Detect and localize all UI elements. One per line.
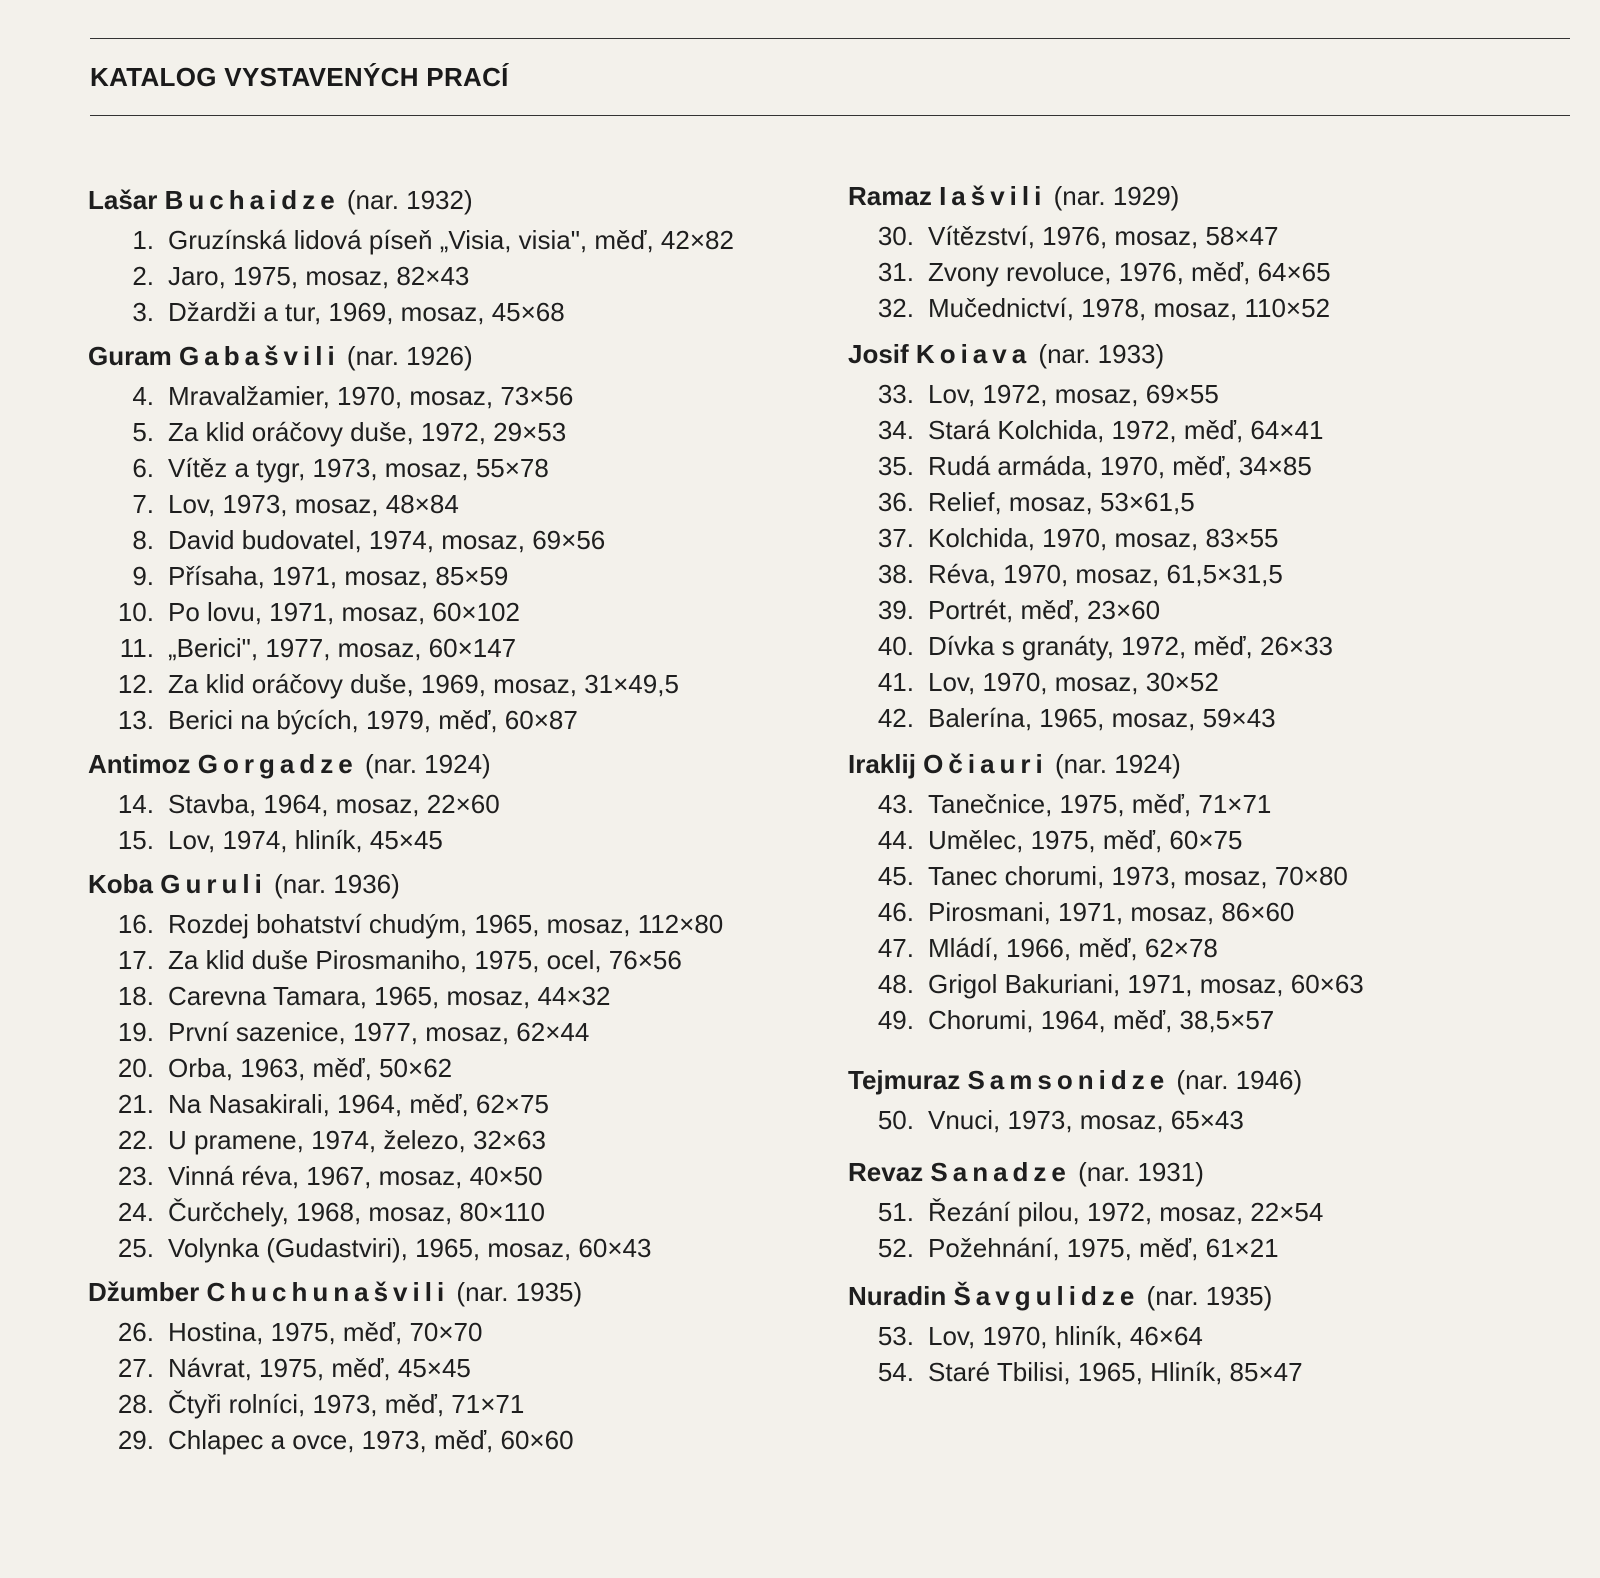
catalog-entry — [848, 1318, 1568, 1354]
artist-group — [848, 746, 1568, 1038]
entry-number — [848, 556, 914, 592]
artist-birth-year: (nar. 1926) — [346, 341, 473, 371]
entry-text: Vinná réva, 1967, mosaz, 40×50 — [168, 1161, 543, 1191]
catalog-entry — [848, 628, 1568, 664]
catalog-entry — [88, 222, 788, 258]
entry-number-text: 10. — [117, 597, 154, 627]
catalog-entry — [848, 894, 1568, 930]
entry-number-text: 26. — [117, 1317, 154, 1347]
artist-heading — [88, 866, 788, 902]
entry-text: Rudá armáda, 1970, měď, 34×85 — [928, 451, 1312, 481]
entry-number-text: 17. — [117, 945, 154, 975]
catalog-entry — [88, 294, 788, 330]
artist-heading — [848, 178, 1568, 214]
entry-text: Mravalžamier, 1970, mosaz, 73×56 — [168, 381, 574, 411]
entry-text: Na Nasakirali, 1964, měď, 62×75 — [168, 1089, 549, 1119]
catalog-entry — [848, 1002, 1568, 1038]
entry-text: Za klid oráčovy duše, 1969, mosaz, 31×49,5 — [168, 669, 679, 699]
entry-text: Grigol Bakuriani, 1971, mosaz, 60×63 — [928, 969, 1364, 999]
entry-text: Carevna Tamara, 1965, mosaz, 44×32 — [168, 981, 611, 1011]
catalog-entry — [88, 942, 788, 978]
entry-number — [88, 1086, 154, 1122]
catalog-entry — [88, 906, 788, 942]
catalog-entry — [848, 664, 1568, 700]
entry-number-text: 14. — [117, 789, 154, 819]
artist-group — [88, 746, 788, 858]
entry-number — [88, 450, 154, 486]
catalog-entry — [88, 522, 788, 558]
catalog-entry — [848, 254, 1568, 290]
catalog-entry — [88, 558, 788, 594]
artist-heading — [88, 746, 788, 782]
artist-given-name: Iraklij — [848, 749, 916, 779]
entry-number-text: 51. — [877, 1197, 914, 1227]
catalog-entry — [88, 1194, 788, 1230]
entry-number-text: 25. — [117, 1233, 154, 1263]
entry-text: Balerína, 1965, mosaz, 59×43 — [928, 703, 1276, 733]
entry-text: Pirosmani, 1971, mosaz, 86×60 — [928, 897, 1295, 927]
catalog-entry — [88, 1050, 788, 1086]
entry-number-text: 40. — [877, 631, 914, 661]
entry-number — [848, 664, 914, 700]
artist-group — [848, 336, 1568, 736]
entry-text: Za klid oráčovy duše, 1972, 29×53 — [168, 417, 567, 447]
artist-given-name: Antimoz — [88, 749, 191, 779]
entry-number-text: 16. — [117, 909, 154, 939]
catalog-entry — [848, 822, 1568, 858]
artist-heading — [848, 1154, 1568, 1190]
entry-number-text: 52. — [877, 1233, 914, 1263]
entry-number-text: 36. — [877, 487, 914, 517]
catalog-entry — [88, 666, 788, 702]
entry-text: Dívka s granáty, 1972, měď, 26×33 — [928, 631, 1334, 661]
entry-number — [88, 1122, 154, 1158]
entry-number — [88, 1014, 154, 1050]
entry-number-text: 28. — [117, 1389, 154, 1419]
entry-text: Tanečnice, 1975, měď, 71×71 — [928, 789, 1272, 819]
artist-group — [88, 182, 788, 330]
artist-heading — [848, 1062, 1568, 1098]
entry-text: Hostina, 1975, měď, 70×70 — [168, 1317, 483, 1347]
entry-text: Vítězství, 1976, mosaz, 58×47 — [928, 221, 1279, 251]
artist-surname: Gabašvili — [179, 341, 340, 371]
artist-group — [848, 1278, 1568, 1390]
entry-number — [848, 930, 914, 966]
entry-number-text: 9. — [132, 561, 154, 591]
artist-given-name: Tejmuraz — [848, 1065, 961, 1095]
entry-text: Přísaha, 1971, mosaz, 85×59 — [168, 561, 509, 591]
entry-number-text: 1. — [132, 225, 154, 255]
entry-number-text: 32. — [877, 293, 914, 323]
entry-number-text: 5. — [132, 417, 154, 447]
entry-number — [848, 1194, 914, 1230]
entry-number — [88, 1230, 154, 1266]
artist-birth-year: (nar. 1932) — [346, 185, 473, 215]
entry-text: Kolchida, 1970, mosaz, 83×55 — [928, 523, 1279, 553]
catalog-entry — [88, 630, 788, 666]
catalog-entry — [848, 930, 1568, 966]
entry-number-text: 50. — [877, 1105, 914, 1135]
entry-number — [848, 376, 914, 412]
entry-number — [88, 1422, 154, 1458]
artist-birth-year: (nar. 1929) — [1053, 181, 1180, 211]
catalog-entry — [848, 520, 1568, 556]
entry-number — [848, 966, 914, 1002]
catalog-entry — [88, 1350, 788, 1386]
catalog-entry — [88, 1158, 788, 1194]
entry-number-text: 37. — [877, 523, 914, 553]
entry-number-text: 29. — [117, 1425, 154, 1455]
entry-number-text: 12. — [117, 669, 154, 699]
entry-text: Návrat, 1975, měď, 45×45 — [168, 1353, 471, 1383]
artist-surname: Očiauri — [923, 749, 1048, 779]
entry-text: Lov, 1974, hliník, 45×45 — [168, 825, 443, 855]
artist-given-name: Guram — [88, 341, 172, 371]
artist-surname: Buchaidze — [164, 185, 340, 215]
entry-number-text: 22. — [117, 1125, 154, 1155]
entry-number-text: 7. — [132, 489, 154, 519]
artist-group — [848, 178, 1568, 326]
catalog-entry — [88, 978, 788, 1014]
entry-number — [848, 592, 914, 628]
artist-birth-year: (nar. 1935) — [456, 1277, 583, 1307]
entry-text: Jaro, 1975, mosaz, 82×43 — [168, 261, 470, 291]
entry-number — [848, 290, 914, 326]
catalog-entry — [88, 378, 788, 414]
entry-number-text: 2. — [132, 261, 154, 291]
catalog-entry — [88, 1230, 788, 1266]
entry-number — [848, 858, 914, 894]
entry-text: Lov, 1973, mosaz, 48×84 — [168, 489, 459, 519]
artist-birth-year: (nar. 1933) — [1038, 339, 1165, 369]
entry-number — [848, 1102, 914, 1138]
entry-number-text: 41. — [877, 667, 914, 697]
entry-text: Tanec chorumi, 1973, mosaz, 70×80 — [928, 861, 1348, 891]
entry-number — [848, 822, 914, 858]
entry-number-text: 21. — [117, 1089, 154, 1119]
entry-number — [88, 594, 154, 630]
entry-text: Lov, 1970, hliník, 46×64 — [928, 1321, 1203, 1351]
entry-number — [88, 258, 154, 294]
catalog-entry — [848, 786, 1568, 822]
catalog-entry — [848, 1194, 1568, 1230]
entry-text: Chorumi, 1964, měď, 38,5×57 — [928, 1005, 1275, 1035]
artist-heading — [88, 182, 788, 218]
left-column — [88, 182, 788, 1466]
catalog-entry — [848, 1102, 1568, 1138]
catalog-entry — [848, 592, 1568, 628]
entry-number-text: 6. — [132, 453, 154, 483]
entry-number — [848, 484, 914, 520]
artist-given-name: Ramaz — [848, 181, 932, 211]
entry-number-text: 8. — [132, 525, 154, 555]
artist-birth-year: (nar. 1924) — [364, 749, 491, 779]
artist-heading — [88, 338, 788, 374]
entry-number-text: 27. — [117, 1353, 154, 1383]
artist-group — [848, 1154, 1568, 1266]
entry-number-text: 15. — [117, 825, 154, 855]
artist-surname: Chuchunašvili — [206, 1277, 450, 1307]
catalog-entry — [88, 450, 788, 486]
artist-surname: Šavgulidze — [953, 1281, 1140, 1311]
entry-text: Požehnání, 1975, měď, 61×21 — [928, 1233, 1279, 1263]
artist-given-name: Revaz — [848, 1157, 924, 1187]
entry-text: Gruzínská lidová píseň „Visia, visia", měď, 42×82 — [168, 225, 734, 255]
entry-number — [848, 520, 914, 556]
entry-number-text: 20. — [117, 1053, 154, 1083]
entry-number-text: 23. — [117, 1161, 154, 1191]
entry-number — [848, 700, 914, 736]
entry-number — [88, 942, 154, 978]
entry-number-text: 49. — [877, 1005, 914, 1035]
catalog-entry — [88, 786, 788, 822]
artist-given-name: Josif — [848, 339, 909, 369]
entry-text: Volynka (Gudastviri), 1965, mosaz, 60×43 — [168, 1233, 652, 1263]
entry-text: Džardži a tur, 1969, mosaz, 45×68 — [168, 297, 565, 327]
catalog-entry — [88, 702, 788, 738]
entry-number-text: 24. — [117, 1197, 154, 1227]
catalog-entry — [848, 448, 1568, 484]
entry-number-text: 39. — [877, 595, 914, 625]
entry-text: U pramene, 1974, železo, 32×63 — [168, 1125, 546, 1155]
entry-number-text: 11. — [119, 633, 154, 663]
entry-number — [848, 254, 914, 290]
entry-number-text: 19. — [117, 1017, 154, 1047]
entry-text: Umělec, 1975, měď, 60×75 — [928, 825, 1243, 855]
artist-given-name: Koba — [88, 869, 153, 899]
catalog-entry — [88, 1122, 788, 1158]
entry-number-text: 31. — [877, 257, 914, 287]
entry-number-text: 33. — [877, 379, 914, 409]
entry-text: Za klid duše Pirosmaniho, 1975, ocel, 76×56 — [168, 945, 682, 975]
entry-number — [848, 1318, 914, 1354]
artist-birth-year: (nar. 1931) — [1078, 1157, 1204, 1187]
entry-text: Réva, 1970, mosaz, 61,5×31,5 — [928, 559, 1283, 589]
entry-number — [88, 1194, 154, 1230]
entry-text: Čtyři rolníci, 1973, měď, 71×71 — [168, 1389, 525, 1419]
artist-birth-year: (nar. 1936) — [274, 869, 400, 899]
artist-surname: Gorgadze — [197, 749, 358, 779]
entry-number-text: 38. — [877, 559, 914, 589]
entry-text: Staré Tbilisi, 1965, Hliník, 85×47 — [928, 1357, 1303, 1387]
entry-number-text: 44. — [877, 825, 914, 855]
entry-number — [848, 448, 914, 484]
entry-text: Orba, 1963, měď, 50×62 — [168, 1053, 453, 1083]
bottom-rule — [90, 115, 1570, 116]
catalog-entry — [848, 700, 1568, 736]
entry-number-text: 46. — [877, 897, 914, 927]
entry-text: Chlapec a ovce, 1973, měď, 60×60 — [168, 1425, 574, 1455]
artist-surname: Iašvili — [939, 181, 1047, 211]
entry-number — [88, 414, 154, 450]
catalog-entry — [848, 1230, 1568, 1266]
artist-group — [88, 1274, 788, 1458]
entry-text: Berici na býcích, 1979, měď, 60×87 — [168, 705, 578, 735]
catalog-entry — [88, 594, 788, 630]
entry-number-text: 53. — [877, 1321, 914, 1351]
artist-birth-year: (nar. 1924) — [1055, 749, 1181, 779]
entry-text: Lov, 1972, mosaz, 69×55 — [928, 379, 1219, 409]
artist-group — [88, 338, 788, 738]
entry-number — [88, 1050, 154, 1086]
entry-text: Stará Kolchida, 1972, měď, 64×41 — [928, 415, 1324, 445]
artist-heading — [848, 746, 1568, 782]
entry-number-text: 35. — [877, 451, 914, 481]
entry-number — [88, 630, 154, 666]
entry-text: David budovatel, 1974, mosaz, 69×56 — [168, 525, 606, 555]
artist-birth-year: (nar. 1946) — [1176, 1065, 1303, 1095]
catalog-entry — [848, 858, 1568, 894]
artist-given-name: Džumber — [88, 1277, 200, 1307]
artist-heading — [848, 336, 1568, 372]
artist-surname: Samsonidze — [967, 1065, 1170, 1095]
entry-number — [88, 1314, 154, 1350]
entry-number-text: 54. — [877, 1357, 914, 1387]
entry-number — [88, 222, 154, 258]
entry-text: Řezání pilou, 1972, mosaz, 22×54 — [928, 1197, 1324, 1227]
entry-text: Po lovu, 1971, mosaz, 60×102 — [168, 597, 520, 627]
entry-number — [88, 666, 154, 702]
catalog-entry — [848, 290, 1568, 326]
entry-number-text: 30. — [877, 221, 914, 251]
catalog-entry — [848, 484, 1568, 520]
artist-group — [848, 1062, 1568, 1138]
entry-number-text: 18. — [117, 981, 154, 1011]
entry-text: Vítěz a tygr, 1973, mosaz, 55×78 — [168, 453, 549, 483]
right-column — [848, 182, 1568, 1398]
entry-number — [848, 786, 914, 822]
top-rule — [90, 38, 1570, 39]
entry-number — [88, 1350, 154, 1386]
catalog-entry — [88, 1086, 788, 1122]
entry-number — [88, 822, 154, 858]
catalog-entry — [848, 966, 1568, 1002]
entry-number — [848, 894, 914, 930]
entry-text: Mládí, 1966, měď, 62×78 — [928, 933, 1218, 963]
entry-text: Rozdej bohatství chudým, 1965, mosaz, 112×80 — [168, 909, 724, 939]
artist-surname: Koiava — [915, 339, 1032, 369]
entry-number — [848, 1002, 914, 1038]
entry-number — [848, 1354, 914, 1390]
entry-text: Relief, mosaz, 53×61,5 — [928, 487, 1195, 517]
artist-given-name: Lašar — [88, 185, 158, 215]
entry-text: První sazenice, 1977, mosaz, 62×44 — [168, 1017, 590, 1047]
entry-number-text: 47. — [877, 933, 914, 963]
catalog-entry — [88, 414, 788, 450]
entry-number — [848, 628, 914, 664]
entry-number-text: 45. — [877, 861, 914, 891]
entry-number — [88, 378, 154, 414]
entry-number — [88, 702, 154, 738]
entry-text: Stavba, 1964, mosaz, 22×60 — [168, 789, 500, 819]
catalog-entry — [88, 1314, 788, 1350]
catalog-entry — [88, 258, 788, 294]
catalog-entry — [88, 1386, 788, 1422]
entry-text: Čurčchely, 1968, mosaz, 80×110 — [168, 1197, 545, 1227]
artist-birth-year: (nar. 1935) — [1146, 1281, 1273, 1311]
entry-number — [88, 522, 154, 558]
entry-number-text: 4. — [132, 381, 154, 411]
entry-number — [88, 558, 154, 594]
entry-number-text: 42. — [877, 703, 914, 733]
entry-text: Mučednictví, 1978, mosaz, 110×52 — [928, 293, 1331, 323]
artist-heading — [848, 1278, 1568, 1314]
entry-text: Lov, 1970, mosaz, 30×52 — [928, 667, 1219, 697]
entry-number — [848, 412, 914, 448]
entry-number-text: 3. — [132, 297, 154, 327]
catalog-entry — [88, 822, 788, 858]
catalog-entry — [848, 376, 1568, 412]
entry-text: Portrét, měď, 23×60 — [928, 595, 1161, 625]
entry-number-text: 43. — [877, 789, 914, 819]
artist-heading — [88, 1274, 788, 1310]
catalog-entry — [848, 218, 1568, 254]
entry-number — [88, 786, 154, 822]
entry-number-text: 48. — [877, 969, 914, 999]
artist-group — [88, 866, 788, 1266]
entry-text: Vnuci, 1973, mosaz, 65×43 — [928, 1105, 1244, 1135]
catalog-entry — [848, 412, 1568, 448]
artist-surname: Sanadze — [930, 1157, 1071, 1187]
entry-number-text: 34. — [877, 415, 914, 445]
entry-number — [88, 1158, 154, 1194]
entry-text: „Berici", 1977, mosaz, 60×147 — [168, 633, 517, 663]
artist-surname: Guruli — [160, 869, 267, 899]
catalog-entry — [848, 1354, 1568, 1390]
entry-number — [88, 906, 154, 942]
entry-number — [88, 978, 154, 1014]
page-title: KATALOG VYSTAVENÝCH PRACÍ — [90, 62, 509, 92]
entry-number — [88, 486, 154, 522]
entry-text: Zvony revoluce, 1976, měď, 64×65 — [928, 257, 1331, 287]
artist-given-name: Nuradin — [848, 1281, 947, 1311]
catalog-entry — [88, 1014, 788, 1050]
catalog-entry — [848, 556, 1568, 592]
entry-number-text: 13. — [117, 705, 154, 735]
entry-number — [848, 218, 914, 254]
catalog-entry — [88, 486, 788, 522]
entry-number — [848, 1230, 914, 1266]
entry-number — [88, 1386, 154, 1422]
entry-number — [88, 294, 154, 330]
catalog-entry — [88, 1422, 788, 1458]
